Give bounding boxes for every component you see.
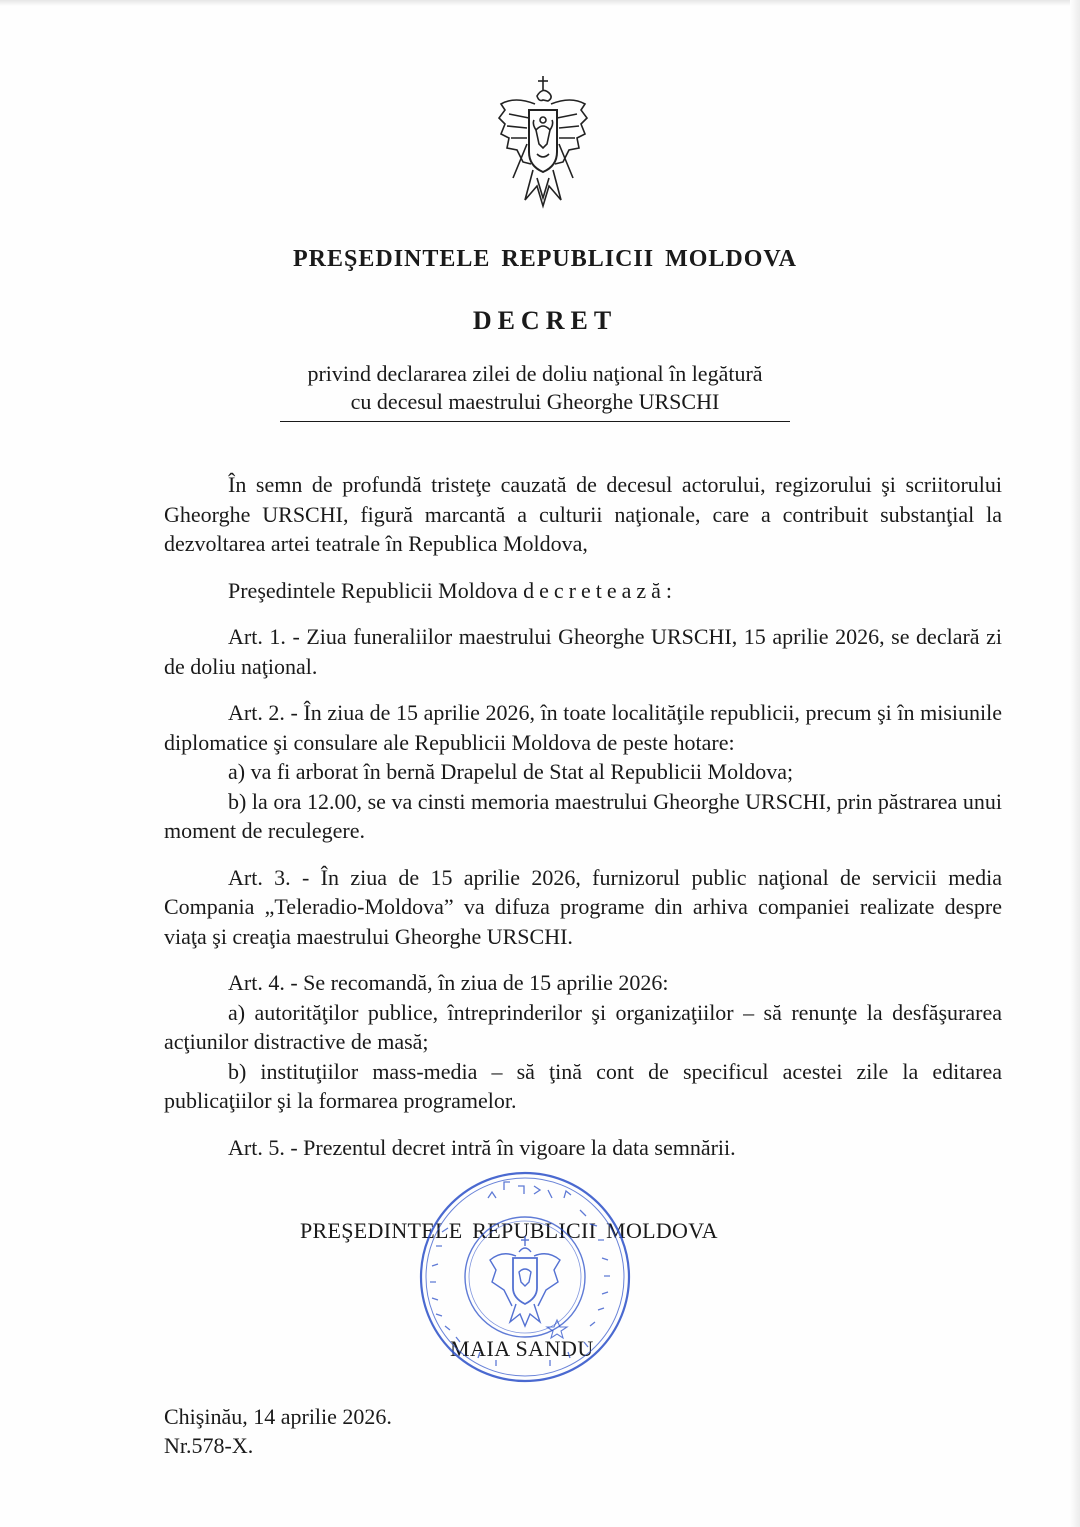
- article-4: Art. 4. - Se recomandă, în ziua de 15 aprilie 2026:: [228, 970, 669, 995]
- subject-underline: [280, 421, 790, 422]
- scan-top-edge: [0, 0, 1080, 6]
- decrees-word: decretează:: [523, 577, 678, 603]
- document-type-heading: DECRET: [472, 306, 618, 335]
- article-2: Art. 2. - În ziua de 15 aprilie 2026, în toate localităţile republicii, precum şi în misiunile diplomatice şi consulare ale Republicii Moldova de peste hotare:: [164, 700, 1002, 755]
- article-2-item-a: a) va fi arborat în bernă Drapelul de Stat al Republicii Moldova;: [228, 759, 794, 784]
- article-4-item-b: b) instituţiilor mass-media – să ţină cont de specificul acestei zile la editarea publicaţiilor şi la formarea programelor.: [164, 1058, 1002, 1113]
- article-1: Art. 1. - Ziua funeraliilor maestrului Gheorghe URSCHI, 15 aprilie 2026, se declară zi de doliu naţional.: [164, 624, 1002, 679]
- decrees-lead: Preşedintele Republicii Moldova: [228, 577, 518, 603]
- article-2-item-b: b) la ora 12.00, se va cinsti memoria maestrului Gheorghe URSCHI, prin păstrarea unui moment de reculegere.: [164, 788, 1002, 843]
- decrees-paragraph: [164, 576, 1002, 606]
- article-4-item-a: a) autorităţilor publice, întreprinderilor şi organizaţiilor – să renunţe la desfăşurarea acţiunilor distractive de masă;: [164, 999, 1002, 1054]
- preamble-paragraph: În semn de profundă tristeţe cauzată de decesul actorului, regizorului şi scriitorului Gheorghe URSCHI, figură marcantă a culturii naţionale, care a contribuit substanţial la dezvoltarea artei teatrale în Republica Moldova,: [164, 472, 1002, 556]
- place-and-date-block: [164, 1402, 392, 1460]
- place-and-date: Chişinău, 14 aprilie 2026.: [164, 1404, 392, 1429]
- article-5: Art. 5. - Prezentul decret intră în vigoare la data semnării.: [228, 1134, 736, 1160]
- coat-of-arms-icon: [493, 74, 593, 214]
- issuer-heading: PREŞEDINTELE REPUBLICII MOLDOVA: [293, 246, 797, 272]
- subject-line-1: privind declararea zilei de doliu naţional în legătură: [307, 361, 763, 386]
- decree-body: [164, 470, 1002, 1162]
- article-3: Art. 3. - În ziua de 15 aprilie 2026, furnizorul public naţional de servicii media Compania „Teleradio-Moldova” va difuza programe din arhiva companiei realizate despre viaţa şi creaţia maestrului Gheorghe URSCHI.: [164, 864, 1002, 949]
- subject-line-2: cu decesul maestrului Gheorghe URSCHI: [350, 389, 720, 414]
- decree-number: Nr.578-X.: [164, 1433, 254, 1458]
- signatory-name: MAIA SANDU: [450, 1336, 594, 1361]
- scan-right-edge: [1070, 0, 1080, 1527]
- decree-subject: [280, 360, 790, 416]
- signatory-title: PREŞEDINTELE REPUBLICII MOLDOVA: [300, 1218, 718, 1243]
- official-seal-icon: [418, 1170, 632, 1384]
